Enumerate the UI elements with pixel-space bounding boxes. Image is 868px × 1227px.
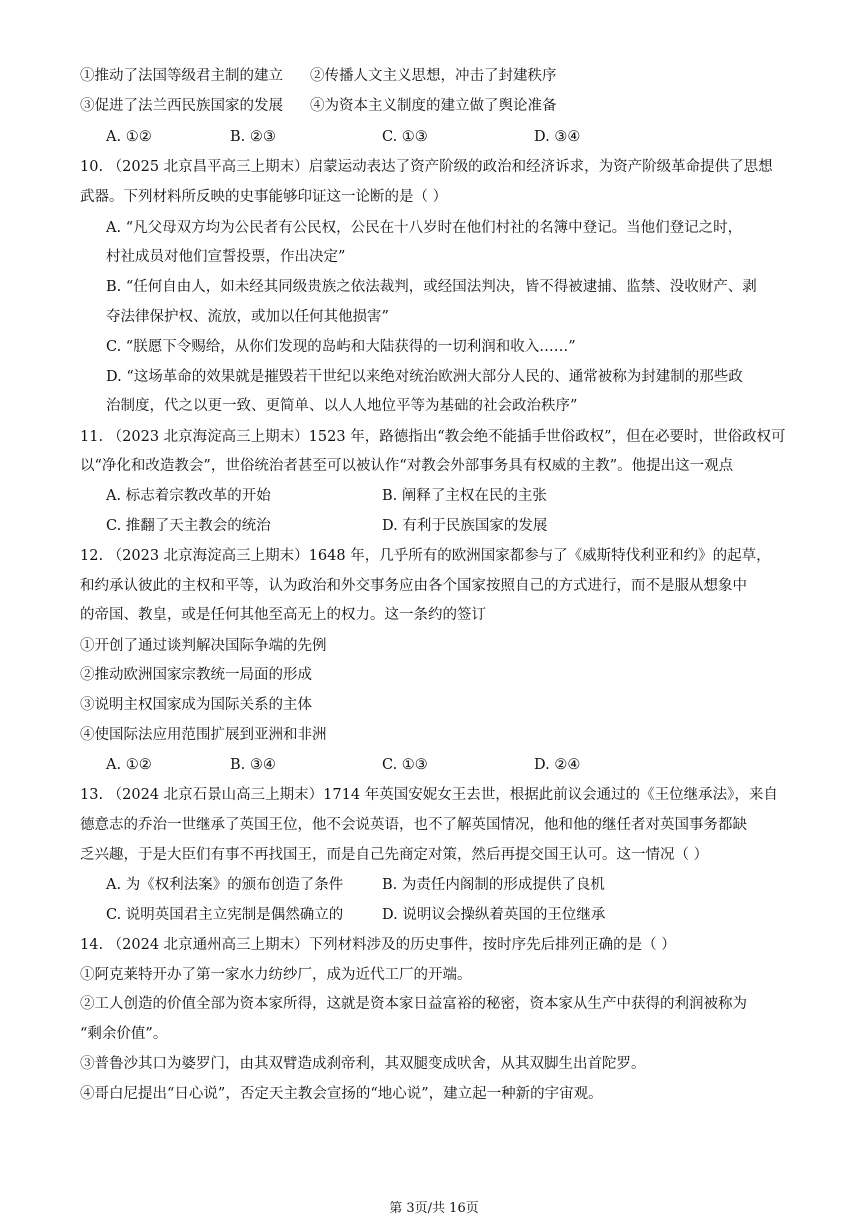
q14-item-3: ③普鲁沙其口为婆罗门，由其双臂造成刹帝利，其双腿变成吠舍，从其双脚生出首陀罗。 — [80, 1056, 646, 1072]
q11-option-c: C. 推翻了天主教会的统治 — [106, 518, 271, 534]
q12-option-b: B. ③④ — [230, 757, 276, 773]
q11-stem: 11. （2023 北京海淀高三上期末）1523 年，路德指出“教会绝不能插手世俗政权”，但在必要时，世俗政权可 — [80, 429, 786, 445]
q11-stem-cont: 以“净化和改造教会”，世俗统治者甚至可以被认作“对教会外部事务具有权威的主教”。他提出这一观点 — [80, 458, 734, 474]
q13-option-d: D. 说明议会操纵着英国的王位继承 — [382, 907, 606, 923]
q9-item-4: ④为资本主义制度的建立做了舆论准备 — [310, 98, 557, 114]
q10-option-a-cont: 村社成员对他们宣誓投票，作出决定” — [106, 249, 346, 265]
q14-item-2: ②工人创造的价值全部为资本家所得，这就是资本家日益富裕的秘密，资本家从生产中获得的利润被称为 — [80, 996, 747, 1012]
q9-items-row-1 — [80, 66, 808, 86]
q9-item-2: ②传播人文主义思想，冲击了封建秩序 — [310, 68, 557, 84]
q11-option-d: D. 有利于民族国家的发展 — [382, 518, 548, 534]
page-number: 第 3页/共 16页 — [389, 1201, 479, 1216]
q13-option-c: C. 说明英国君主立宪制是偶然确立的 — [106, 907, 344, 923]
q13-options-row-1 — [106, 875, 808, 895]
q14-stem: 14. （2024 北京通州高三上期末）下列材料涉及的历史事件，按时序先后排列正确的是（ ） — [80, 937, 676, 953]
q12-stem-cont-1: 和约承认彼此的主权和平等，认为政治和外交事务应由各个国家按照自己的方式进行，而不是服从想象中 — [80, 578, 747, 594]
q13-stem: 13. （2024 北京石景山高三上期末）1714 年英国安妮女王去世，根据此前议会通过的《王位继承法》，来自 — [80, 787, 778, 803]
q9-items-row-2 — [80, 96, 808, 116]
q13-stem-cont-1: 德意志的乔治一世继承了英国王位，他不会说英语，也不了解英国情况，他和他的继任者对英国事务都缺 — [80, 817, 747, 833]
q9-option-c: C. ①③ — [382, 129, 428, 145]
q12-stem-cont-2: 的帝国、教皇，或是任何其他至高无上的权力。这一条约的签订 — [80, 607, 486, 623]
q14-item-4: ④哥白尼提出“日心说”，否定天主教会宣扬的“地心说”，建立起一种新的宇宙观。 — [80, 1086, 603, 1102]
q13-stem-cont-2: 乏兴趣，于是大臣们有事不再找国王，而是自己先商定对策，然后再提交国王认可。这一情况（ ） — [80, 847, 709, 863]
q12-stem: 12. （2023 北京海淀高三上期末）1648 年，几乎所有的欧洲国家都参与了《威斯特伐利亚和约》的起草， — [80, 548, 771, 564]
q14-item-2-cont: “剩余价值”。 — [80, 1026, 168, 1042]
q12-options — [106, 755, 808, 775]
q13-options-row-2 — [106, 905, 808, 925]
q12-option-d: D. ②④ — [534, 757, 581, 773]
q10-option-d: D. “这场革命的效果就是摧毁若干世纪以来绝对统治欧洲大部分人民的、通常被称为封建制的那些政 — [106, 369, 743, 385]
q9-item-1: ①推动了法国等级君主制的建立 — [80, 68, 283, 84]
q12-option-c: C. ①③ — [382, 757, 428, 773]
q10-option-d-cont: 治制度，代之以更一致、更简单、以人人地位平等为基础的社会政治秩序” — [106, 398, 578, 414]
q9-options — [106, 127, 808, 147]
q10-option-c: C. “朕愿下令赐给，从你们发现的岛屿和大陆获得的一切利润和收入……” — [106, 339, 576, 355]
q12-item-2: ②推动欧洲国家宗教统一局面的形成 — [80, 667, 312, 683]
q10-option-a: A. “凡父母双方均为公民者有公民权，公民在十八岁时在他们村社的名簿中登记。当他们登记之时， — [106, 220, 743, 236]
q9-item-3: ③促进了法兰西民族国家的发展 — [80, 98, 283, 114]
q12-item-1: ①开创了通过谈判解决国际争端的先例 — [80, 638, 327, 654]
q10-option-b: B. “任何自由人，如未经其同级贵族之依法裁判，或经国法判决，皆不得被逮捕、监禁、没收财产、剥 — [106, 279, 757, 295]
q13-option-b: B. 为责任内阁制的形成提供了良机 — [382, 877, 605, 893]
q10-stem: 10. （2025 北京昌平高三上期末）启蒙运动表达了资产阶级的政治和经济诉求，为资产阶级革命提供了思想 — [80, 159, 773, 175]
q9-option-d: D. ③④ — [534, 129, 581, 145]
q12-item-3: ③说明主权国家成为国际关系的主体 — [80, 697, 312, 713]
q14-item-1: ①阿克莱特开办了第一家水力纺纱厂，成为近代工厂的开端。 — [80, 967, 472, 983]
q10-stem-cont: 武器。下列材料所反映的史事能够印证这一论断的是（ ） — [80, 189, 448, 205]
q10-option-b-cont: 夺法律保护权、流放，或加以任何其他损害” — [106, 309, 389, 325]
q11-option-b: B. 阐释了主权在民的主张 — [382, 488, 547, 504]
q12-option-a: A. ①② — [106, 757, 152, 773]
q13-option-a: A. 为《权利法案》的颁布创造了条件 — [106, 877, 344, 893]
q11-options-row-1 — [106, 486, 808, 506]
q9-option-a: A. ①② — [106, 129, 152, 145]
q12-item-4: ④使国际法应用范围扩展到亚洲和非洲 — [80, 727, 327, 743]
q9-option-b: B. ②③ — [230, 129, 276, 145]
q11-options-row-2 — [106, 516, 808, 536]
q11-option-a: A. 标志着宗教改革的开始 — [106, 488, 271, 504]
